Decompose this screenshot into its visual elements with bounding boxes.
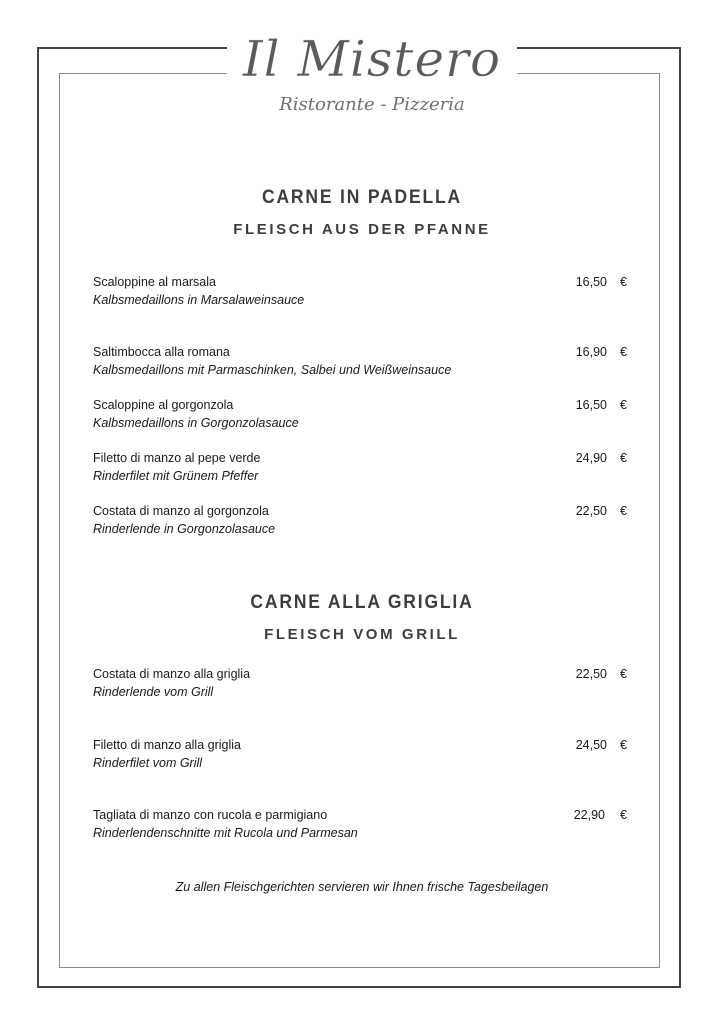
item-price: 22,90	[573, 808, 605, 822]
section-title: CARNE ALLA GRIGLIA	[250, 592, 474, 613]
menu-item	[93, 666, 633, 706]
item-name: Costata di manzo al gorgonzola	[93, 504, 269, 518]
menu-item	[93, 397, 633, 437]
item-price: 24,90	[575, 451, 607, 465]
menu-item	[93, 344, 633, 384]
footer-note: Zu allen Fleischgerichten servieren wir Ihnen frische Tagesbeilagen	[175, 880, 549, 894]
item-description: Rinderlendenschnitte mit Rucola und Parmesan	[93, 826, 358, 840]
item-name: Costata di manzo alla griglia	[93, 667, 251, 681]
item-description: Rinderlende vom Grill	[93, 685, 214, 699]
item-description: Kalbsmedaillons in Gorgonzolasauce	[93, 416, 299, 430]
restaurant-logo	[227, 28, 517, 128]
item-currency: €	[620, 451, 627, 465]
menu-item	[93, 807, 633, 847]
item-description: Rinderlende in Gorgonzolasauce	[93, 522, 276, 536]
item-name: Tagliata di manzo con rucola e parmigiano	[93, 808, 328, 822]
item-price: 22,50	[575, 504, 607, 518]
menu-item	[93, 737, 633, 777]
item-name: Scaloppine al gorgonzola	[93, 398, 234, 412]
section-subtitle: FLEISCH AUS DER PFANNE	[233, 221, 491, 238]
item-name: Scaloppine al marsala	[93, 275, 216, 289]
item-currency: €	[620, 667, 627, 681]
item-price: 22,50	[575, 667, 607, 681]
item-price: 16,90	[575, 345, 607, 359]
menu-item	[93, 450, 633, 490]
item-description: Kalbsmedaillons mit Parmaschinken, Salbei und Weißweinsauce	[93, 363, 452, 377]
item-currency: €	[620, 398, 627, 412]
item-price: 16,50	[575, 398, 607, 412]
item-name: Filetto di manzo alla griglia	[93, 738, 241, 752]
item-currency: €	[620, 504, 627, 518]
item-description: Rinderfilet vom Grill	[93, 756, 203, 770]
item-currency: €	[620, 738, 627, 752]
logo-subtitle: Ristorante - Pizzeria	[279, 94, 465, 115]
item-price: 24,50	[575, 738, 607, 752]
item-currency: €	[620, 345, 627, 359]
menu-item	[93, 503, 633, 543]
menu-item	[93, 274, 633, 314]
item-price: 16,50	[575, 275, 607, 289]
item-description: Kalbsmedaillons in Marsalaweinsauce	[93, 293, 305, 307]
section-title: CARNE IN PADELLA	[261, 187, 463, 208]
item-description: Rinderfilet mit Grünem Pfeffer	[93, 469, 259, 483]
item-currency: €	[620, 275, 627, 289]
item-name: Saltimbocca alla romana	[93, 345, 230, 359]
section-subtitle: FLEISCH VOM GRILL	[264, 626, 460, 643]
item-name: Filetto di manzo al pepe verde	[93, 451, 261, 465]
item-currency: €	[620, 808, 627, 822]
logo-name: Il Mistero	[242, 30, 502, 88]
